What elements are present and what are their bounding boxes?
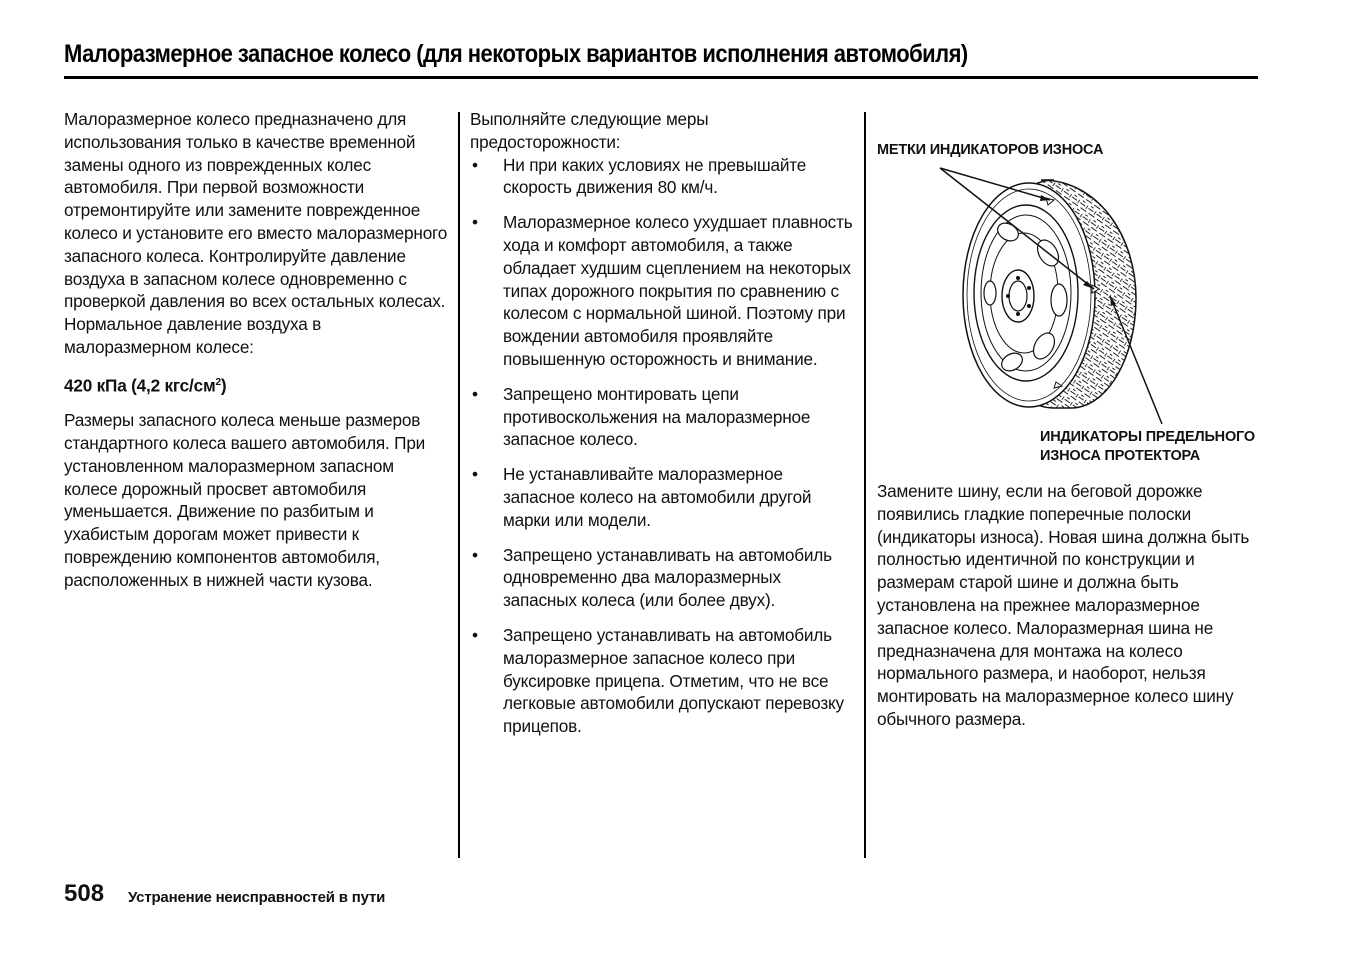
bullet-icon: • (472, 212, 478, 233)
bullet-icon: • (472, 154, 478, 175)
title-rule (64, 76, 1258, 79)
bullet-icon: • (472, 624, 478, 645)
page-number: 508 (64, 880, 105, 907)
bullet-icon: • (472, 383, 478, 404)
spare-tire-illustration (866, 160, 1258, 430)
precautions-list (470, 154, 856, 738)
precaution-text: Ни при каких условиях не превышайте скорость движения 80 км/ч. (503, 154, 807, 198)
tire-group (940, 168, 1162, 424)
precaution-item (470, 463, 856, 531)
tire-pressure-value (64, 372, 450, 398)
tread-wear-indicators-label (1040, 428, 1270, 466)
precaution-text: Не устанавливайте малоразмерное запасное колесо на автомобили другой марки или модели. (503, 464, 812, 530)
pressure-closing: ) (220, 375, 227, 396)
tread-wear-label-line1: ИНДИКАТОРЫ ПРЕДЕЛЬНОГО (1040, 429, 1255, 445)
precautions-intro: Выполняйте следующие меры предосторожности: (470, 109, 709, 152)
spare-wheel-intro-paragraph: Малоразмерное колесо предназначено для использования только в качестве временной замены одного из поврежденных колес автомобиля. При первой возможности отремонтируйте или замените поврежденное колесо и установите его вместо малоразмерного запасного колеса. Контролируйте давление воздуха в запасном колесе одновременно с проверкой давления во всех остальных колесах. Нормальное давление воздуха в малоразмерном колесе: (64, 109, 448, 357)
precaution-text: Запрещено устанавливать на автомобиль одновременно два малоразмерных запасных колеса (или более двух). (503, 544, 832, 611)
pressure-text: 420 кПа (4,2 кгс/см (64, 375, 216, 396)
middle-column (470, 108, 856, 750)
page-title: Малоразмерное запасное колесо (для некоторых вариантов исполнения автомобиля) (64, 40, 968, 68)
pressure-superscript: 2 (215, 376, 221, 388)
ground-clearance-paragraph: Размеры запасного колеса меньше размеров стандартного колеса вашего автомобиля. При установленном малоразмерном запасном колесе дорожный просвет автомобиля уменьшается. Движение по разбитым и ухабистым дорогам может привести к повреждению компонентов автомобиля, расположенных в нижней части кузова. (64, 410, 426, 590)
precaution-text: Запрещено устанавливать на автомобиль малоразмерное запасное колесо при буксировке прицепа. Отметим, что не все легковые автомобили допускают перевозку прицепов. (503, 624, 844, 737)
precaution-item (470, 211, 856, 371)
section-name: Устранение неисправностей в пути (128, 889, 386, 906)
precaution-text: Малоразмерное колесо ухудшает плавность хода и комфорт автомобиля, а также обладает худшим сцеплением на некоторых типах дорожного покрытия по сравнению с колесом с нормальной шиной. Поэтому при вождении автомобиля проявляйте повышенную осторожность и внимание. (503, 212, 853, 369)
tread-wear-label-line2: ИЗНОСА ПРОТЕКТОРА (1040, 448, 1201, 464)
left-column (64, 108, 450, 592)
precaution-item (470, 624, 856, 738)
precaution-text: Запрещено монтировать цепи противоскольжения на малоразмерное запасное колесо. (503, 383, 811, 450)
column-divider-1 (458, 112, 460, 858)
bullet-icon: • (472, 464, 478, 485)
precaution-item (470, 544, 856, 612)
precaution-item (470, 383, 856, 451)
bullet-icon: • (472, 544, 478, 565)
wear-indicator-marks-label: МЕТКИ ИНДИКАТОРОВ ИЗНОСА (877, 142, 1104, 158)
tire-replacement-paragraph: Замените шину, если на беговой дорожке появились гладкие поперечные полоски (индикаторы износа). Новая шина должна быть полностью идентичной по конструкции и размерам старой шине и должна быть установлена на прежнее малоразмерное запасное колесо. Малоразмерная шина не предназначена для монтажа на колесо нормального размера, и наоборот, нельзя монтировать на малоразмерное колесо шину обычного размера. (877, 481, 1250, 729)
right-column (877, 480, 1257, 731)
precaution-item (470, 154, 856, 200)
